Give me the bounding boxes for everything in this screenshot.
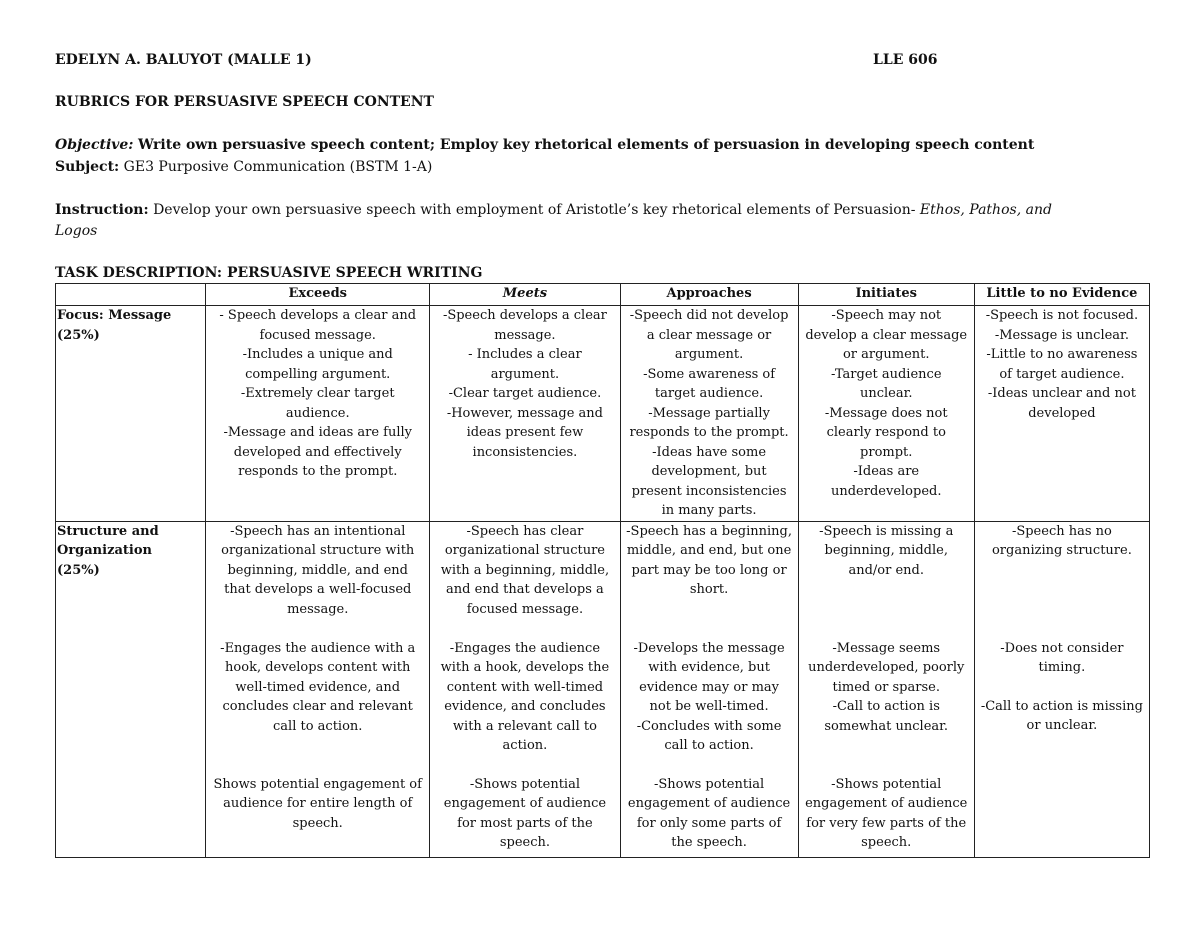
structure-row: [56, 521, 1150, 857]
cell-line: -Includes a unique and: [242, 347, 393, 362]
header-blank: [56, 284, 206, 306]
cell-line: argument.: [490, 366, 560, 382]
cell-line: call to action.: [273, 718, 363, 734]
cell-line: responds to the prompt.: [629, 425, 789, 440]
cell-line: -Extremely clear target: [240, 386, 395, 401]
objective-line: [55, 135, 1034, 155]
instruction-text: Develop your own persuasive speech with employment of Aristotle’s key rhetorical elements of Persuasion-: [153, 202, 916, 218]
cell-line: audience for entire length of: [223, 796, 413, 811]
cell-line: message.: [494, 327, 556, 343]
focus-row: [56, 306, 1150, 522]
cell-line: -Speech may not: [831, 308, 942, 323]
cell-line: focused message.: [466, 601, 584, 617]
cell-line: speech.: [499, 835, 550, 850]
cell-line: -Speech has an intentional: [230, 523, 406, 539]
cell-line: -Speech has no: [1011, 523, 1112, 539]
cell-line: with evidence, but: [648, 660, 770, 675]
cell-line: with a hook, develops the: [440, 660, 610, 675]
cell-line: timed or sparse.: [832, 679, 940, 695]
header-meets: Meets: [430, 284, 620, 306]
initiates-part-a: [800, 522, 973, 639]
structure-approaches: [620, 521, 798, 857]
cell-line: developed and effectively: [233, 444, 402, 460]
cell-line: develop a clear message: [805, 327, 968, 343]
cell-line: -Speech has clear: [466, 523, 584, 539]
initiates-part-b: [800, 639, 973, 775]
criterion-label: Focus: Message: [57, 308, 172, 323]
subject-text: GE3 Purposive Communication (BSTM 1-A): [123, 159, 433, 175]
cell-line: or argument.: [842, 347, 930, 362]
cell-line: hook, develops content with: [225, 660, 411, 675]
cell-line: beginning, middle,: [824, 543, 948, 558]
cell-line: responds to the prompt.: [238, 464, 398, 479]
objective-text: Write own persuasive speech content; Employ key rhetorical elements of persuasion in developing speech content: [137, 137, 1035, 153]
criterion-label: Structure and: [57, 523, 159, 539]
cell-line: - Includes a clear: [468, 347, 582, 362]
cell-line: a clear message or: [646, 327, 772, 343]
objective-label: Objective:: [55, 137, 134, 153]
document-title: RUBRICS FOR PERSUASIVE SPEECH CONTENT: [55, 94, 434, 110]
cell-line: with a beginning, middle,: [440, 562, 610, 578]
cell-line: -Speech did not develop: [629, 308, 789, 323]
cell-line: part may be too long or: [631, 562, 787, 578]
cell-line: -Speech develops a clear: [442, 308, 607, 323]
cell-line: evidence may or may: [639, 679, 779, 695]
cell-line: for most parts of the: [457, 815, 593, 831]
cell-line: and/or end.: [848, 562, 924, 578]
cell-line: unclear.: [859, 386, 913, 401]
subject-label: Subject:: [55, 159, 120, 175]
cell-line: inconsistencies.: [472, 444, 578, 460]
cell-line: engagement of audience: [627, 796, 791, 811]
criterion-label: Organization: [57, 543, 152, 558]
cell-line: -Speech is not focused.: [985, 308, 1139, 323]
cell-line: and end that develops a: [446, 582, 604, 597]
cell-line: middle, and end, but one: [626, 543, 792, 558]
structure-exceeds: [206, 521, 430, 857]
cell-line: -Shows potential: [469, 776, 580, 792]
cell-line: -Little to no awareness: [986, 347, 1138, 362]
structure-meets: [430, 521, 620, 857]
structure-little: [974, 521, 1149, 857]
cell-line: speech.: [861, 835, 912, 850]
cell-line: development, but: [651, 464, 767, 479]
cell-line: content with well-timed: [446, 679, 604, 695]
criterion-weight: (25%): [57, 327, 100, 343]
criterion-focus: [56, 306, 206, 522]
cell-line: ideas present few: [466, 425, 584, 440]
cell-line: audience.: [285, 405, 350, 421]
cell-line: -Shows potential: [831, 776, 942, 792]
cell-line: speech.: [292, 815, 343, 831]
subject-line: [55, 157, 432, 177]
cell-line: clearly respond to: [826, 425, 946, 440]
cell-line: concludes clear and relevant: [222, 699, 413, 714]
cell-line: timing.: [1038, 660, 1086, 675]
initiates-part-c: [800, 775, 973, 853]
cell-line: -Speech is missing a: [819, 523, 954, 539]
cell-line: action.: [502, 738, 548, 753]
cell-line: organizational structure: [444, 543, 605, 558]
cell-line: prompt.: [860, 444, 913, 460]
cell-line: -Message and ideas are fully: [223, 425, 413, 440]
cell-line: organizing structure.: [991, 543, 1132, 558]
little-part-c: [976, 697, 1148, 736]
meets-part-c: [431, 775, 618, 853]
little-part-b: [976, 639, 1148, 697]
cell-line: -Does not consider: [1000, 640, 1124, 656]
task-description: TASK DESCRIPTION: PERSUASIVE SPEECH WRITING: [55, 265, 483, 281]
cell-line: evidence, and concludes: [444, 699, 606, 714]
cell-line: focused message.: [259, 327, 376, 343]
cell-line: that develops a well-focused: [224, 582, 412, 597]
cell-line: call to action.: [664, 738, 754, 753]
author-line: [55, 50, 938, 70]
approaches-part-b: [622, 639, 797, 775]
cell-line: -Message partially: [648, 405, 770, 421]
cell-line: -Message seems: [832, 640, 941, 656]
instruction-line: [55, 200, 1052, 220]
cell-line: -Target audience: [830, 366, 942, 382]
cell-line: -Shows potential: [653, 776, 765, 792]
author-name: EDELYN A. BALUYOT (MALLE 1): [55, 52, 312, 68]
exceeds-part-b: [207, 639, 428, 775]
cell-line: - Speech develops a clear and: [219, 308, 417, 323]
cell-line: developed: [1028, 405, 1096, 421]
exceeds-part-a: [207, 522, 428, 639]
header-row: [56, 284, 1150, 306]
cell-line: target audience.: [654, 386, 764, 401]
cell-line: -Call to action is: [832, 699, 940, 714]
approaches-part-a: [622, 522, 797, 639]
instruction-italic: Ethos, Pathos, and: [919, 202, 1052, 218]
little-part-a: [976, 522, 1148, 639]
cell-line: -Concludes with some: [636, 718, 782, 734]
cell-line: -Engages the audience: [449, 640, 601, 656]
cell-line: with a relevant call to: [452, 718, 597, 734]
cell-line: -Message does not: [824, 405, 948, 421]
cell-line: underdeveloped, poorly: [808, 660, 965, 675]
focus-initiates: [798, 306, 974, 522]
cell-line: not be well-timed.: [649, 699, 769, 714]
focus-exceeds: [206, 306, 430, 522]
cell-line: for only some parts of: [636, 815, 782, 831]
exceeds-part-c: [207, 775, 428, 834]
cell-line: -Develops the message: [633, 640, 785, 656]
instruction-italic-cont: Logos: [55, 223, 98, 239]
cell-line: -Ideas are: [853, 464, 920, 479]
cell-line: -Ideas unclear and not: [987, 386, 1136, 401]
structure-initiates: [798, 521, 974, 857]
cell-line: organizational structure with: [221, 543, 415, 558]
cell-line: or unclear.: [1026, 718, 1098, 733]
cell-line: for very few parts of the: [806, 815, 967, 831]
cell-line: -However, message and: [446, 405, 603, 421]
cell-line: underdeveloped.: [830, 483, 942, 499]
meets-part-b: [431, 639, 618, 775]
cell-line: Shows potential engagement of: [213, 776, 422, 792]
cell-line: -Call to action is missing: [980, 698, 1143, 714]
cell-line: compelling argument.: [245, 366, 391, 382]
focus-little: [974, 306, 1149, 522]
cell-line: -Clear target audience.: [448, 386, 602, 401]
focus-approaches: [620, 306, 798, 522]
header-approaches: Approaches: [620, 284, 798, 306]
course-code: LLE 606: [873, 52, 938, 68]
header-exceeds: Exceeds: [206, 284, 430, 306]
cell-line: -Some awareness of: [643, 366, 776, 382]
cell-line: argument.: [674, 347, 744, 362]
header-little: Little to no Evidence: [974, 284, 1149, 306]
criterion-weight: (25%): [57, 562, 100, 578]
cell-line: well-timed evidence, and: [235, 679, 401, 695]
cell-line: -Speech has a beginning,: [626, 523, 792, 539]
focus-meets: [430, 306, 620, 522]
cell-line: beginning, middle, and end: [227, 562, 409, 578]
cell-line: engagement of audience: [805, 796, 968, 811]
cell-line: present inconsistencies: [631, 483, 787, 499]
cell-line: -Engages the audience with a: [220, 640, 416, 656]
instruction-label: Instruction:: [55, 202, 149, 218]
cell-line: the speech.: [671, 835, 747, 850]
cell-line: of target audience.: [999, 366, 1125, 382]
cell-line: engagement of audience: [443, 796, 607, 811]
criterion-structure: [56, 521, 206, 857]
rubric-table: [55, 283, 1150, 858]
meets-part-a: [431, 522, 618, 639]
cell-line: somewhat unclear.: [824, 718, 949, 734]
cell-line: message.: [287, 601, 349, 617]
approaches-part-c: [622, 775, 797, 853]
cell-line: -Message is unclear.: [994, 327, 1129, 343]
header-initiates: Initiates: [798, 284, 974, 306]
cell-line: in many parts.: [661, 503, 757, 518]
cell-line: -Ideas have some: [652, 444, 767, 460]
cell-line: short.: [689, 582, 729, 597]
